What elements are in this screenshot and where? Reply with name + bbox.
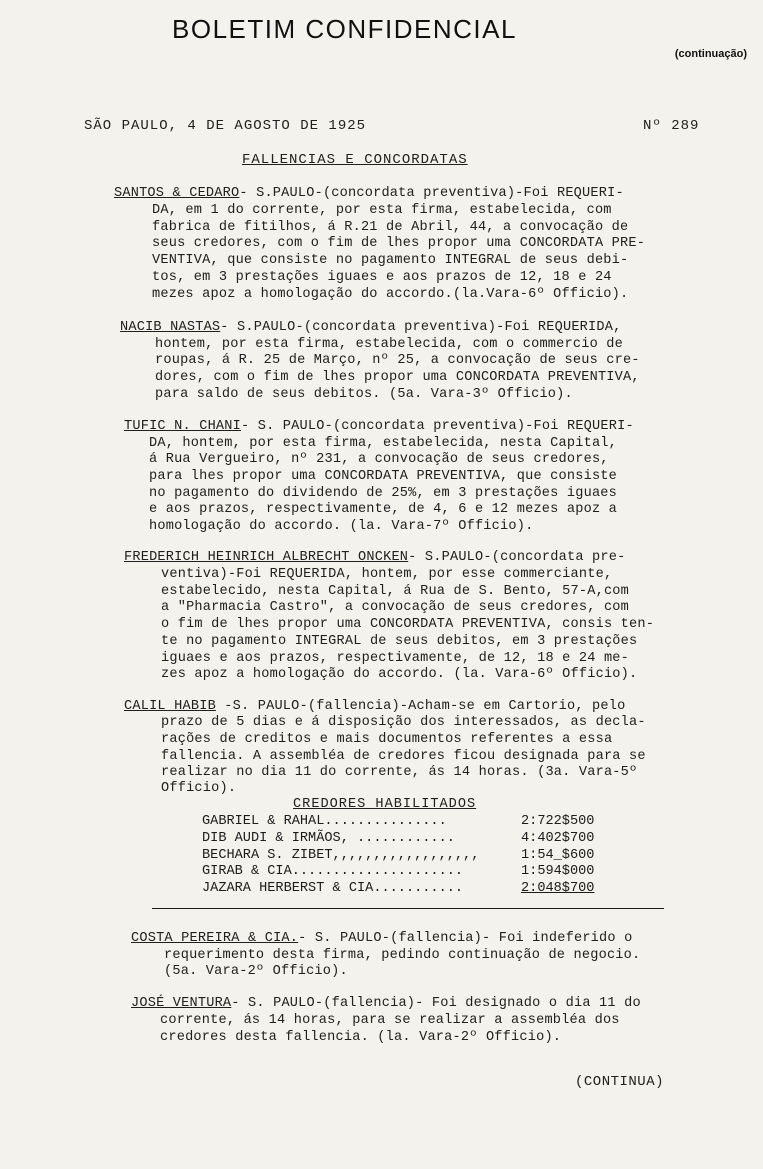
entry-line: fallencia. A assembléa de credores ficou designada para se <box>161 749 646 764</box>
entry-line: - S.PAULO-(concordata preventiva)-Foi REQUERIDA, <box>220 320 622 335</box>
entry-line: DA, em 1 do corrente, por esta firma, estabelecida, com <box>152 203 612 218</box>
entry-line: ventiva)-Foi REQUERIDA, hontem, por esse commerciante, <box>161 567 613 582</box>
entry-line: mezes apoz a homologação do accordo.(la.Vara-6º Officio). <box>152 287 629 302</box>
entry-line: e aos prazos, respectivamente, de 4, 6 e 12 mezes apoz a <box>149 502 618 517</box>
entry-line: DA, hontem, por esta firma, estabelecida, nesta Capital, <box>149 436 618 451</box>
entry-name: COSTA PEREIRA & CIA. <box>131 931 299 946</box>
entry-line: zes apoz a homologação do accordo. (la. Vara-6º Officio). <box>161 667 638 682</box>
creditor-name: DIB AUDI & IRMÃOS, ............ <box>202 831 455 846</box>
creditor-amount: 2:048$700 <box>521 881 595 896</box>
section-divider <box>152 908 664 909</box>
entry-line: - S.PAULO-(concordata preventiva)-Foi REQUERI- <box>239 186 624 201</box>
entry-name: CALIL HABIB <box>124 699 216 714</box>
entry-line: te no pagamento INTEGRAL de seus debitos, em 3 prestações <box>161 634 638 649</box>
dateline: SÃO PAULO, 4 DE AGOSTO DE 1925 <box>84 118 367 134</box>
continuation-note: (continuação) <box>674 48 747 60</box>
entry-line: prazo de 5 dias e á disposição dos interessados, as decla- <box>161 715 646 730</box>
entry-line: roupas, á R. 25 de Março, nº 25, a convocação de seus cre- <box>155 353 640 368</box>
entry-line: iguaes e aos prazos, respectivamente, de 12, 18 e 24 me- <box>161 651 630 666</box>
entry-line: -S. PAULO-(fallencia)-Acham-se em Cartorio, pelo <box>215 699 626 714</box>
creditors-title: CREDORES HABILITADOS <box>293 797 477 812</box>
document-title: BOLETIM CONFIDENCIAL <box>172 14 517 44</box>
entry-line: Officio). <box>161 781 237 796</box>
entry-line: - S. PAULO-(fallencia)- Foi indeferido o <box>298 931 633 946</box>
creditor-amount: 2:722$500 <box>521 814 595 829</box>
entry-line: estabelecido, nesta Capital, á Rua de S. Bento, 57-A,com <box>161 584 630 599</box>
creditor-amount: 1:54_$600 <box>521 848 595 863</box>
creditor-name: BECHARA S. ZIBET,,,,,,,,,,,,,,,,,, <box>202 848 480 863</box>
creditor-amount: 4:402$700 <box>521 831 595 846</box>
bulletin-number: Nº 289 <box>643 118 700 134</box>
entry-line: VENTIVA, que consiste no pagamento INTEGRAL de seus debi- <box>152 253 629 268</box>
entry-line: fabrica de fitilhos, á R.21 de Abril, 44, a convocação de <box>152 220 629 235</box>
entry-line: para saldo de seus debitos. (5a. Vara-3º Officio). <box>155 387 573 402</box>
entry-line: homologação do accordo. (la. Vara-7º Officio). <box>149 519 534 534</box>
creditor-name: JAZARA HERBERST & CIA........... <box>202 881 464 896</box>
entry-line: dores, com o fim de lhes propor uma CONCORDATA PREVENTIVA, <box>155 370 640 385</box>
creditor-amount: 1:594$000 <box>521 864 595 879</box>
entry-line: seus credores, com o fim de lhes propor uma CONCORDATA PRE- <box>152 236 646 251</box>
entry-line: para lhes propor uma CONCORDATA PREVENTIVA, que consiste <box>149 469 618 484</box>
entry-line: no pagamento do dividendo de 25%, em 3 prestações iguaes <box>149 486 618 501</box>
creditor-name: GIRAB & CIA..................... <box>202 864 464 879</box>
entry-line: - S. PAULO-(concordata preventiva)-Foi REQUERI- <box>241 419 634 434</box>
entry-name: TUFIC N. CHANI <box>124 419 242 434</box>
entry-line: a "Pharmacia Castro", a convocação de seus credores, com <box>161 600 630 615</box>
section-title: FALLENCIAS E CONCORDATAS <box>242 152 468 168</box>
entry-line: realizar no dia 11 do corrente, ás 14 horas. (3a. Vara-5º <box>161 765 638 780</box>
creditor-name: GABRIEL & RAHAL............... <box>202 814 447 829</box>
entry-name: SANTOS & CEDARO <box>114 186 240 201</box>
entry-line: o fim de lhes propor uma CONCORDATA PREVENTIVA, consis ten- <box>161 617 655 632</box>
entry-line: á Rua Vergueiro, nº 231, a convocação de seus credores, <box>149 452 609 467</box>
entry-line: (5a. Vara-2º Officio). <box>164 964 348 979</box>
entry-line: rações de creditos e mais documentos referentes a essa <box>161 732 613 747</box>
entry-line: - S.PAULO-(concordata pre- <box>408 550 626 565</box>
entry-line: requerimento desta firma, pedindo continuação de negocio. <box>164 948 641 963</box>
entry-name: FREDERICH HEINRICH ALBRECHT ONCKEN <box>124 550 409 565</box>
entry-line: - S. PAULO-(fallencia)- Foi designado o dia 11 do <box>231 996 641 1011</box>
entry-name: JOSÉ VENTURA <box>131 996 232 1011</box>
entry-line: hontem, por esta firma, estabelecida, com o commercio de <box>155 337 624 352</box>
entry-line: credores desta fallencia. (la. Vara-2º Officio). <box>160 1030 562 1045</box>
entry-line: tos, em 3 prestações iguaes e aos prazos de 12, 18 e 24 <box>152 270 612 285</box>
continua-note: (CONTINUA) <box>575 1074 665 1090</box>
entry-name: NACIB NASTAS <box>120 320 221 335</box>
entry-line: corrente, ás 14 horas, para se realizar a assembléa dos <box>160 1013 620 1028</box>
